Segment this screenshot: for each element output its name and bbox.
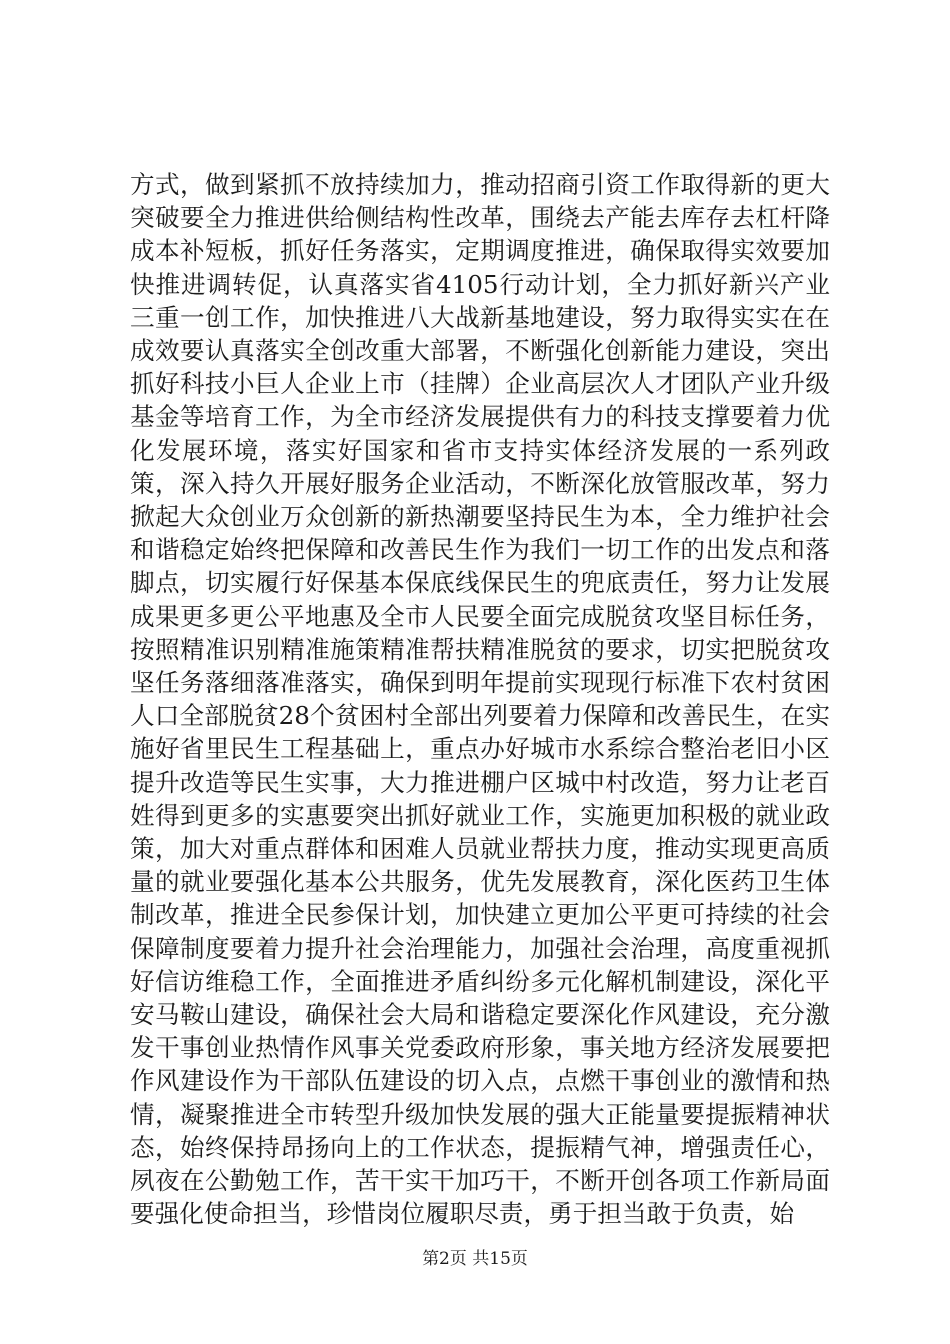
page-number-footer: 第2页 共15页 bbox=[422, 1249, 528, 1269]
body-paragraph: 方式，做到紧抓不放持续加力，推动招商引资工作取得新的更大突破要全力推进供给侧结构性改革，围绕去产能去库存去杠杆降成本补短板，抓好任务落实，定期调度推进，确保取得实效要加快推进调转促，认真落实省4105行动计划，全力抓好新兴产业三重一创工作，加快推进八大战新基地建设，努力取得实实在在成效要认真落实全创改重大部署，不断强化创新能力建设，突出抓好科技小巨人企业上市（挂牌）企业高层次人才团队产业升级基金等培育工作，为全市经济发展提供有力的科技支撑要着力优化发展环境，落实好国家和省市支持实体经济发展的一系列政策，深入持久开展好服务企业活动，不断深化放管服改革，努力掀起大众创业万众创新的新热潮要坚持民生为本，全力维护社会和谐稳定始终把保障和改善民生作为我们一切工作的出发点和落脚点，切实履行好保基本保底线保民生的兜底责任，努力让发展成果更多更公平地惠及全市人民要全面完成脱贫攻坚目标任务，按照精准识别精准施策精准帮扶精准脱贫的要求，切实把脱贫攻坚任务落细落准落实，确保到明年提前实现现行标准下农村贫困人口全部脱贫28个贫困村全部出列要着力保障和改善民生，在实施好省里民生工程基础上，重点办好城市水系综合整治老旧小区提升改造等民生实事，大力推进棚户区城中村改造，努力让老百姓得到更多的实惠要突出抓好就业工作，实施更加积极的就业政策，加大对重点群体和困难人员就业帮扶力度，推动实现更高质量的就业要强化基本公共服务，优先发展教育，深化医药卫生体制改革，推进全民参保计划，加快建立更加公平更可持续的社会保障制度要着力提升社会治理能力，加强社会治理，高度重视抓好信访维稳工作，全面推进矛盾纠纷多元化解机制建设，深化平安马鞍山建设，确保社会大局和谐稳定要深化作风建设，充分激发干事创业热情作风事关党委政府形象，事关地方经济发展要把作风建设作为干部队伍建设的切入点，点燃干事创业的激情和热情，凝聚推进全市转型升级加快发展的强大正能量要提振精神状态，始终保持昂扬向上的工作状态，提振精气神，增强责任心，夙夜在公勤勉工作，苦干实干加巧干，不断开创各项工作新局面要强化使命担当，珍惜岗位履职尽责，勇于担当敢于负责，始 bbox=[130, 170, 830, 1229]
